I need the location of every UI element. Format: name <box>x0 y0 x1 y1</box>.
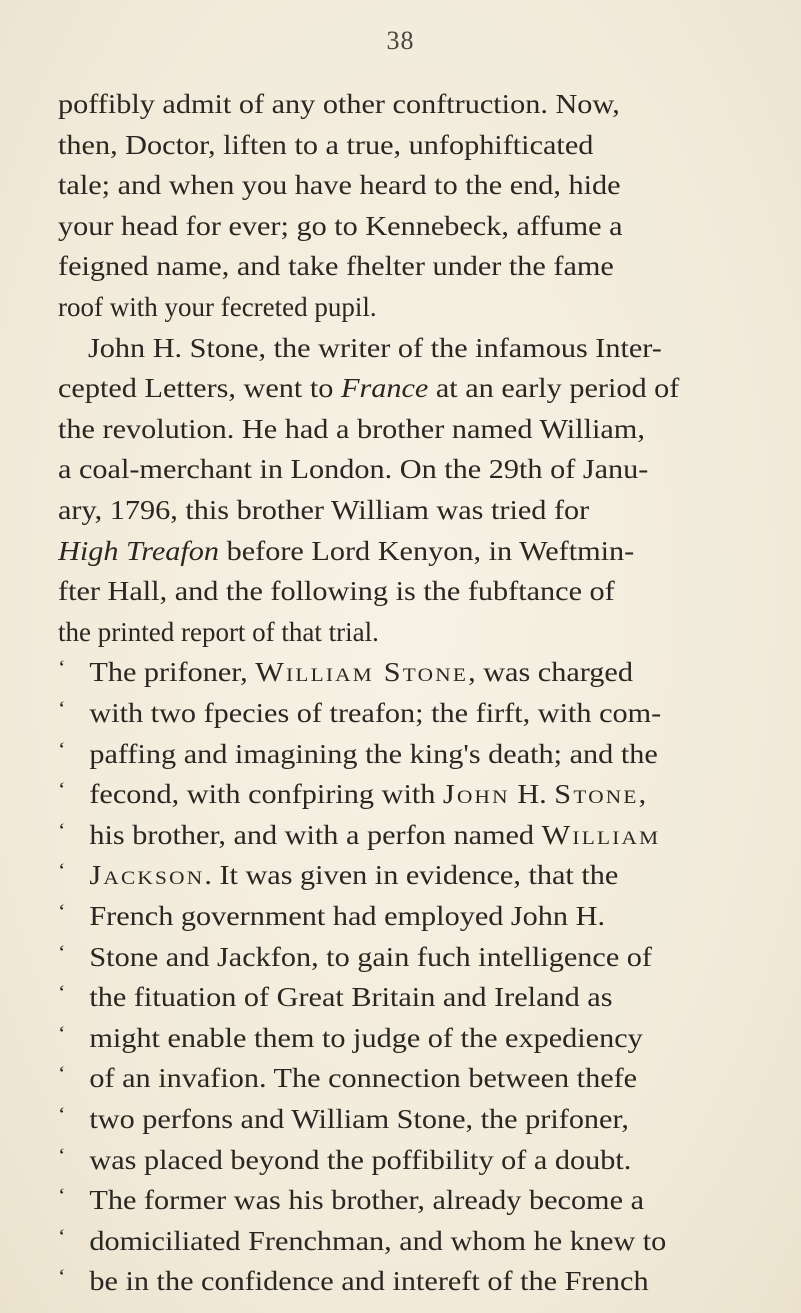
quote-mark: ‘ <box>58 1144 66 1167</box>
text-line <box>58 695 786 735</box>
line-text: at an early period of <box>428 373 680 404</box>
italic-text: France <box>340 373 429 404</box>
line-content <box>58 736 658 772</box>
text-line <box>58 573 786 613</box>
text-line <box>58 979 786 1019</box>
line-text: might enable them to judge of the expediency <box>89 1022 643 1053</box>
text-line <box>58 451 786 491</box>
text-line <box>58 411 786 451</box>
text-line <box>58 654 786 694</box>
line-text: The former was his brother, already become a <box>89 1185 644 1216</box>
line-text: the revolution. He had a brother named William, <box>58 413 645 444</box>
text-line <box>58 167 786 207</box>
line-content <box>58 1060 637 1096</box>
text-line <box>58 1142 786 1182</box>
text-line <box>58 208 786 248</box>
line-text: roof with your fecreted pupil. <box>58 292 377 322</box>
text-line <box>58 289 786 329</box>
text-line <box>58 127 786 167</box>
line-content <box>58 370 679 406</box>
text-line <box>58 370 786 410</box>
line-text: fter Hall, and the following is the fubftance of <box>58 576 615 607</box>
quote-mark: ‘ <box>58 982 66 1005</box>
small-caps-text: Stone <box>554 779 639 810</box>
quote-mark: ‘ <box>58 1225 66 1248</box>
line-content <box>58 776 646 812</box>
line-content <box>58 411 645 447</box>
quote-mark: ‘ <box>58 1104 66 1126</box>
line-content <box>58 654 633 690</box>
text-line <box>88 330 786 370</box>
small-caps-text: Jackson <box>89 860 205 891</box>
line-text: domiciliated Frenchman, and whom he knew to <box>89 1225 667 1256</box>
line-text: be in the confidence and intereft of the French <box>89 1266 649 1297</box>
text-line <box>58 492 786 532</box>
text-line <box>58 1060 786 1100</box>
line-text: H. <box>509 779 555 810</box>
line-text: cepted Letters, went to <box>58 373 341 404</box>
text-line <box>58 1223 786 1263</box>
line-content <box>58 1223 666 1259</box>
quote-mark: ‘ <box>58 1022 66 1045</box>
line-text: your head for ever; go to Kennebeck, affume a <box>58 210 623 241</box>
text-line <box>58 1182 786 1222</box>
line-text: , was charged <box>468 657 633 688</box>
quote-mark: ‘ <box>58 779 66 802</box>
line-text: the printed report of that trial. <box>58 616 379 647</box>
line-content <box>58 208 623 244</box>
line-text: a coal-merchant in London. On the 29th of Janu- <box>58 454 649 485</box>
line-text: poffibly admit of any other conftruction. Now, <box>58 89 620 119</box>
small-caps-text: William Stone <box>255 657 469 688</box>
line-text: was placed beyond the poffibility of a doubt. <box>89 1144 632 1175</box>
quote-mark: ‘ <box>58 657 66 680</box>
text-line <box>58 898 786 938</box>
line-content <box>58 573 615 609</box>
line-content <box>58 857 618 893</box>
page-number: 38 <box>386 26 415 55</box>
line-content <box>58 1182 644 1218</box>
line-text: two perfons and William Stone, the prifoner, <box>89 1104 629 1134</box>
line-text: fecond, with confpiring with <box>89 779 443 810</box>
quote-mark: ‘ <box>58 901 66 923</box>
text-line <box>58 1263 786 1303</box>
line-content <box>58 939 652 975</box>
line-content <box>58 248 614 284</box>
quote-mark: ‘ <box>58 941 66 964</box>
line-text: paffing and imagining the king's death; and the <box>89 738 658 769</box>
line-content <box>58 898 605 934</box>
line-text: John H. Stone, the writer of the infamous Inter- <box>88 332 662 363</box>
line-text: feigned name, and take fhelter under the fame <box>58 251 614 282</box>
text-line <box>58 1020 786 1060</box>
quote-mark: ‘ <box>58 860 66 883</box>
line-text: his brother, and with a perfon named <box>89 819 542 850</box>
line-text: French government had employed John H. <box>89 901 606 931</box>
line-content <box>58 533 634 569</box>
line-text: tale; and when you have heard to the end, hide <box>58 170 621 201</box>
text-line <box>58 776 786 816</box>
small-caps-text: William <box>541 819 661 850</box>
text-line <box>58 817 786 857</box>
line-content <box>58 492 589 528</box>
line-content <box>58 289 377 325</box>
line-content <box>58 1101 629 1137</box>
text-line <box>58 614 786 654</box>
line-text: . It was given in evidence, that the <box>204 860 619 891</box>
line-text: of an invafion. The connection between thefe <box>89 1063 638 1094</box>
quote-mark: ‘ <box>58 698 66 720</box>
line-content <box>58 1263 649 1299</box>
quote-mark: ‘ <box>58 1063 66 1086</box>
line-content <box>58 1020 643 1056</box>
quote-mark: ‘ <box>58 1266 66 1289</box>
line-text: the fituation of Great Britain and Ireland as <box>89 982 613 1013</box>
line-content <box>58 979 613 1015</box>
quote-mark: ‘ <box>58 1185 66 1208</box>
text-line <box>58 939 786 979</box>
text-line <box>58 248 786 288</box>
quote-mark: ‘ <box>58 819 66 842</box>
text-line <box>58 86 786 126</box>
line-content <box>58 817 660 853</box>
text-line <box>58 736 786 776</box>
text-line <box>58 1101 786 1141</box>
line-content <box>58 614 379 650</box>
line-content <box>88 330 662 366</box>
line-content <box>58 695 661 731</box>
line-text: then, Doctor, liften to a true, unfophifticated <box>58 129 594 160</box>
line-content <box>58 127 593 163</box>
text-line <box>58 533 786 573</box>
line-content <box>58 451 648 487</box>
italic-text: High Treafon <box>58 535 220 566</box>
line-content <box>58 86 620 122</box>
line-text: before Lord Kenyon, in Weftmin- <box>219 535 635 566</box>
line-content <box>58 167 621 203</box>
text-line <box>58 857 786 897</box>
line-text: The prifoner, <box>89 657 256 688</box>
quote-mark: ‘ <box>58 738 66 761</box>
small-caps-text: John <box>442 779 510 810</box>
line-text: , <box>638 779 647 810</box>
line-text: ary, 1796, this brother William was tried for <box>58 495 590 525</box>
line-text: with two fpecies of treafon; the firft, with com- <box>89 698 662 728</box>
line-text: Stone and Jackfon, to gain fuch intelligence of <box>89 941 653 972</box>
line-content <box>58 1142 631 1178</box>
